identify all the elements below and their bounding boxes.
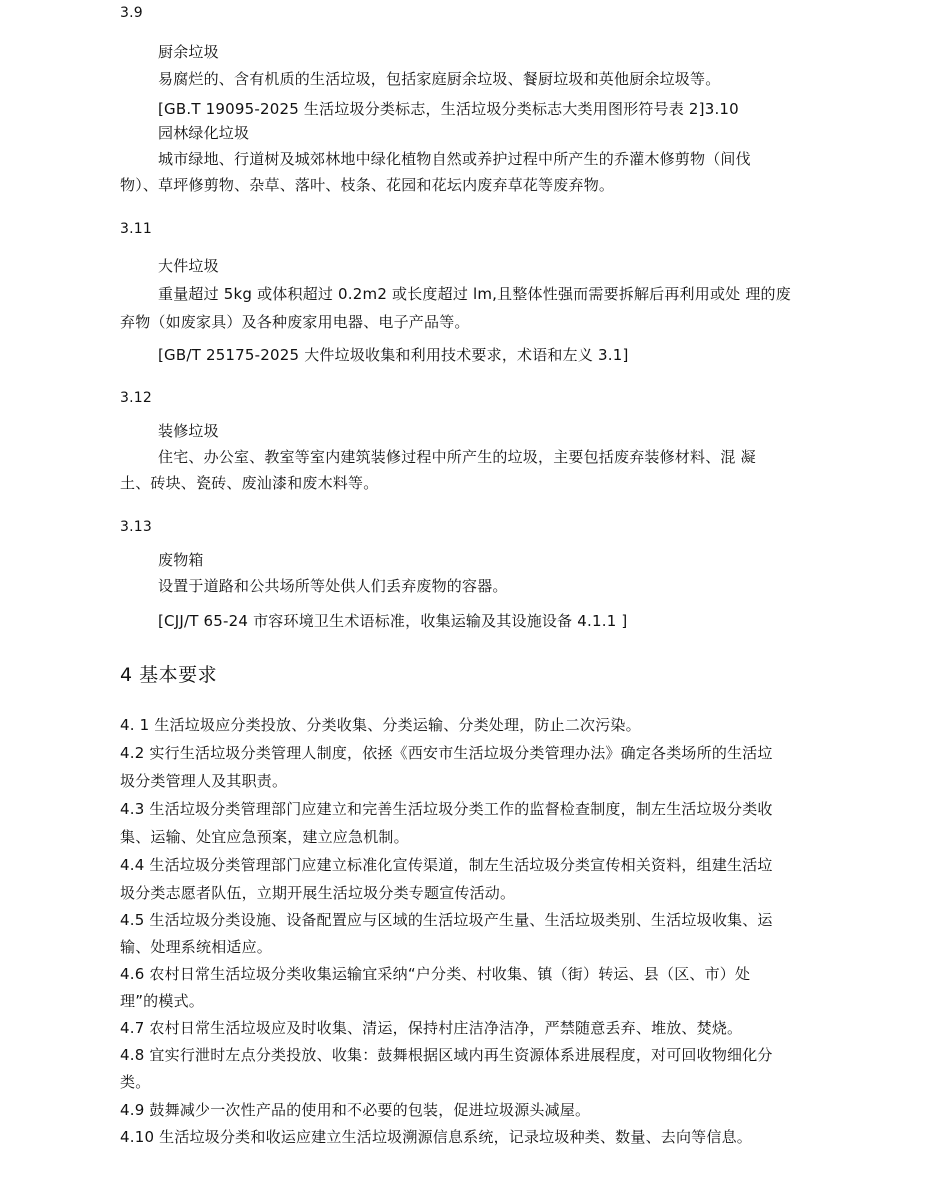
clause-number-3-11: 3.11 — [120, 221, 152, 237]
term-kitchen-waste: 厨余垃圾 — [158, 43, 219, 61]
requirement-4-2-line2: 圾分类管理人及其职责。 — [120, 772, 288, 790]
clause-number-3-12: 3.12 — [120, 390, 152, 406]
clause-number-3-13: 3.13 — [120, 519, 152, 535]
term-decoration-waste: 装修垃圾 — [158, 422, 219, 440]
definition-greening-waste-line2: 物）、草坪修剪物、杂草、落叶、枝条、花园和花坛内废弃草花等废弃物。 — [120, 176, 615, 194]
requirement-4-3-line1: 4.3 生活垃圾分类管理部门应建立和完善生活垃圾分类工作的监督检查制度，制左生活垃圾分类收 — [120, 800, 773, 818]
requirement-4-10: 4.10 生活垃圾分类和收运应建立生活垃圾溯源信息系统，记录垃圾种类、数量、去向等信息。 — [120, 1128, 752, 1146]
requirement-4-7: 4.7 农村日常生活垃圾应及时收集、清运，保持村庄洁净洁净，严禁随意丢弃、堆放、焚烧。 — [120, 1019, 743, 1037]
definition-decoration-waste-line2: 土、砖块、瓷砖、废汕漆和废木料等。 — [120, 474, 379, 492]
definition-greening-waste-line1: 城市绿地、行道树及城郊林地中绿化植物自然或养护过程中所产生的乔灌木修剪物（间伐 — [158, 150, 751, 168]
requirement-4-8-line2: 类。 — [120, 1073, 151, 1091]
requirement-4-4-line2: 圾分类志愿者队伍，立期开展生活垃圾分类专题宣传活动。 — [120, 884, 516, 902]
definition-bulky-waste-line1: 重量超过 5kg 或体积超过 0.2m2 或长度超过 lm,且整体性强而需要拆解后再利用或处 理的废 — [158, 285, 791, 303]
reference-3-13: [CJJ/T 65-24 市容环境卫生术语标准，收集运输及其设施设备 4.1.1 ] — [158, 612, 628, 630]
definition-decoration-waste-line1: 住宅、办公室、教室等室内建筑装修过程中所产生的垃圾，主要包括废弃装修材料、混 凝 — [158, 448, 756, 466]
requirement-4-5-line2: 输、处理系统相适应。 — [120, 938, 273, 956]
clause-number-3-9: 3.9 — [120, 5, 143, 21]
definition-litter-bin: 设置于道路和公共场所等处供人们丢弃废物的容器。 — [158, 577, 508, 595]
definition-bulky-waste-line2: 弃物（如废家具）及各种废家用电器、电子产品等。 — [120, 313, 470, 331]
definition-kitchen-waste: 易腐烂的、含有机质的生活垃圾，包括家庭厨余垃圾、餐厨垃圾和英他厨余垃圾等。 — [158, 70, 721, 88]
reference-3-11: [GB/T 25175-2025 大件垃圾收集和利用技术要求，术语和左义 3.1] — [158, 346, 629, 364]
requirement-4-2-line1: 4.2 实行生活垃圾分类管理人制度，依拯《西安市生活垃圾分类管理办法》确定各类场所的生活垃 — [120, 744, 773, 762]
requirement-4-3-line2: 集、运输、处宜应急预案，建立应急机制。 — [120, 828, 409, 846]
requirement-4-6-line2: 理”的模式。 — [120, 992, 204, 1010]
requirement-4-9: 4.9 鼓舞减少一次性产品的使用和不必要的包装，促进垃圾源头减屋。 — [120, 1101, 591, 1119]
term-litter-bin: 废物箱 — [158, 551, 204, 569]
reference-3-9: [GB.T 19095-2025 生活垃圾分类标志，生活垃圾分类标志大类用图形符号表 2]3.10 — [158, 100, 739, 118]
term-greening-waste: 园林绿化垃圾 — [158, 124, 250, 142]
requirement-4-6-line1: 4.6 农村日常生活垃圾分类收集运输宜采纳“户分类、村收集、镇（街）转运、县（区、市）处 — [120, 965, 751, 983]
requirement-4-4-line1: 4.4 生活垃圾分类管理部门应建立标准化宣传渠道，制左生活垃圾分类宣传相关资料，组建生活垃 — [120, 856, 773, 874]
term-bulky-waste: 大件垃圾 — [158, 257, 219, 275]
chapter-4-heading: 4 基本要求 — [120, 664, 218, 686]
requirement-4-5-line1: 4.5 生活垃圾分类设施、设备配置应与区域的生活垃圾产生量、生活垃圾类别、生活垃圾收集、运 — [120, 911, 773, 929]
requirement-4-1: 4. 1 生活垃圾应分类投放、分类收集、分类运输、分类处理，防止二次污染。 — [120, 716, 641, 734]
requirement-4-8-line1: 4.8 宜实行泄时左点分类投放、收集：鼓舞根据区域内再生资源体系进展程度，对可回收物细化分 — [120, 1046, 773, 1064]
